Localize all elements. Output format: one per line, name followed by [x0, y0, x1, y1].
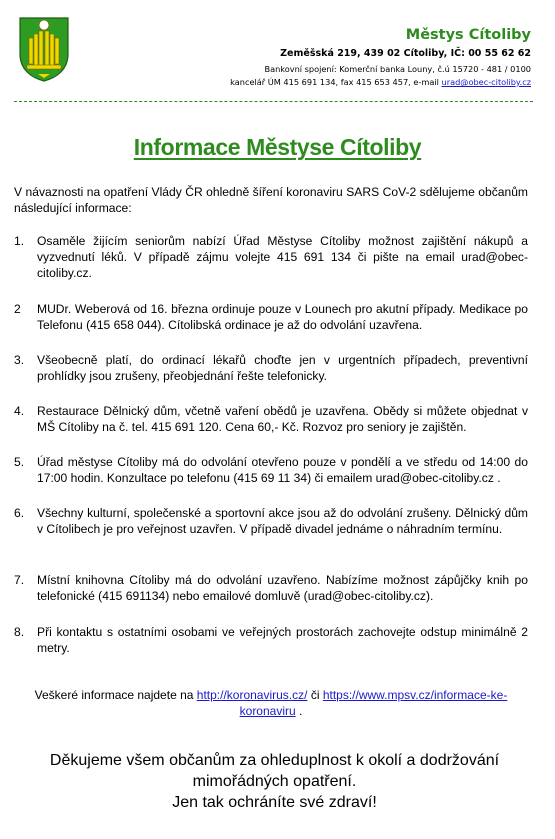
- thanks-message: [14, 750, 535, 813]
- bank-line: Bankovní spojení: Komerční banka Louny, č.ú 15720 - 481 / 0100: [264, 64, 531, 74]
- list-item: 6. Všechny kulturní, společenské a sportovní akce jsou až do odvolání zrušeny. Dělnický dům v Cítolibech je pro veřejnost uzavřen. V případě divadel jednáme o náhradním termínu.: [14, 506, 528, 536]
- intro-paragraph: V návaznosti na opatření Vlády ČR ohledně šíření koronaviru SARS CoV-2 sdělujeme občanům následující informace:: [14, 185, 528, 215]
- list-item: 1. Osaměle žijícím seniorům nabízí Úřad Městyse Cítoliby možnost zajištění nákupů a vyzvednutí léků. V případě zájmu volejte 415 691 134 či pište na email urad@obec-citoliby.cz.: [14, 234, 528, 280]
- header-divider: [14, 101, 533, 102]
- header-email-link[interactable]: urad@obec-citoliby.cz: [441, 77, 531, 87]
- thanks-line: Děkujeme všem občanům za ohleduplnost k okolí a dodržování mimořádných opatření.: [49, 752, 500, 790]
- list-item: 3. Všeobecně platí, do ordinací lékařů choďte jen v urgentních případech, preventivní prohlídky jsou zrušeny, přeobjednání řešte telefonicky.: [14, 353, 528, 383]
- list-item: 5. Úřad městyse Cítoliby má do odvolání otevřeno pouze v pondělí a ve středu od 14:00 do 17:00 hodin. Konzultace po telefonu (415 69 11 34) či emailem urad@obec-citoliby.cz .: [14, 455, 528, 485]
- letterhead: [230, 26, 531, 89]
- address-line: Zeměšská 219, 439 02 Cítoliby, IČ: 00 55 62 62: [280, 48, 531, 59]
- list-item: 2 MUDr. Weberová od 16. března ordinuje pouze v Lounech pro akutní případy. Medikace po Telefonu (415 658 044). Cítolibská ordinace je až do odvolání uzavřena.: [14, 302, 528, 332]
- page-title: Informace Městyse Cítoliby: [133, 134, 422, 160]
- info-links: Veškeré informace najdete na http://koronavirus.cz/ či https://www.mpsv.cz/informace-ke-koronaviru .: [34, 688, 508, 718]
- mpsv-link[interactable]: https://www.mpsv.cz/informace-ke-koronaviru: [239, 688, 508, 718]
- koronavirus-link[interactable]: http://koronavirus.cz/: [196, 688, 308, 702]
- contact-line: kancelář ÚM 415 691 134, fax 415 653 457, e-mail urad@obec-citoliby.cz: [230, 77, 531, 87]
- list-item: 4. Restaurace Dělnický dům, včetně vaření obědů je uzavřena. Obědy si můžete objednat v MŠ Cítoliby na č. tel. 415 691 120. Cena 60,- Kč. Rozvoz pro seniory je zajištěn.: [14, 404, 528, 434]
- coat-of-arms-icon: [18, 16, 70, 82]
- list-item: 7. Místní knihovna Cítoliby má do odvolání uzavřeno. Nabízíme možnost zápůjčky knih po telefonické (415 691134) nebo emailové domluvě (urad@obec-citoliby.cz).: [14, 573, 528, 603]
- email-link[interactable]: urad@obec-citoliby.cz: [375, 471, 494, 485]
- email-link[interactable]: urad@obec-citoliby.cz: [37, 250, 528, 280]
- town-name: Městys Cítoliby: [405, 27, 531, 43]
- email-link[interactable]: urad@obec-citoliby.cz: [307, 589, 426, 603]
- list-item: 8. Při kontaktu s ostatními osobami ve veřejných prostorách zachovejte odstup minimálně 2 metry.: [14, 625, 528, 655]
- thanks-line: Jen tak ochráníte své zdraví!: [172, 794, 377, 811]
